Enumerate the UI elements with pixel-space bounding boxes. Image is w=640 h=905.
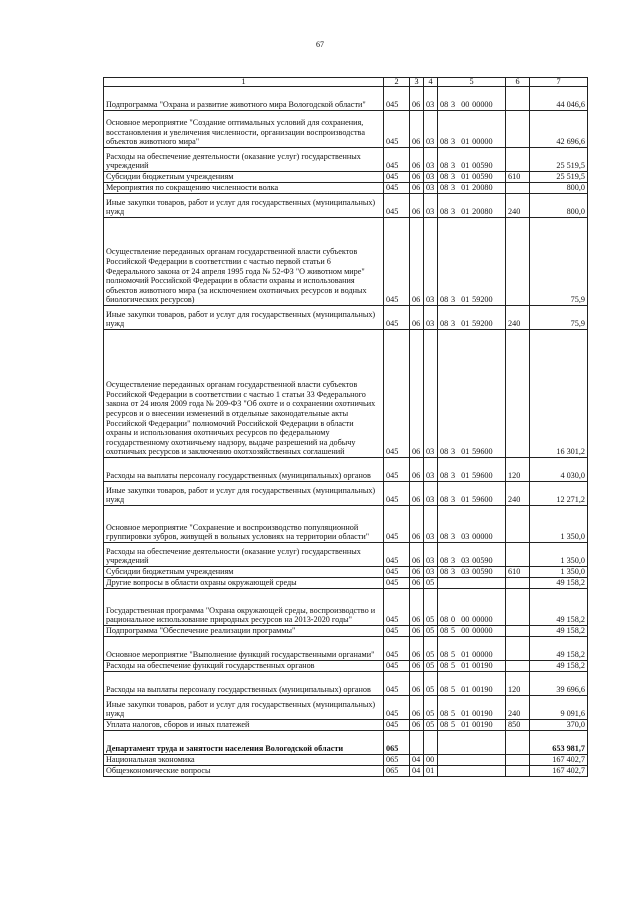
target-article-part: 3 bbox=[451, 207, 456, 217]
col-admin-code: 045 bbox=[384, 637, 410, 661]
page-number: 67 bbox=[316, 40, 324, 49]
col-target-article bbox=[438, 661, 506, 672]
table-row bbox=[104, 506, 588, 543]
target-article-part: 3 bbox=[451, 567, 456, 577]
col-subsection-code: 03 bbox=[424, 543, 438, 567]
row-name: Департамент труда и занятости населения Вологодской области bbox=[104, 731, 384, 755]
target-article-part: 00 bbox=[461, 615, 470, 625]
col-amount: 49 158,2 bbox=[530, 578, 588, 589]
col-amount: 4 030,0 bbox=[530, 458, 588, 482]
col-subsection-code: 03 bbox=[424, 194, 438, 218]
target-article-part: 00590 bbox=[472, 567, 493, 577]
col-section-code: 06 bbox=[410, 637, 424, 661]
target-article-part: 01 bbox=[461, 471, 470, 481]
col-target-article bbox=[438, 626, 506, 637]
col-admin-code: 045 bbox=[384, 194, 410, 218]
row-name: Основное мероприятие "Создание оптимальных условий для сохранения, восстановления и увеличения численности, организации воспроизводства объектов животного мира" bbox=[104, 111, 384, 148]
col-expense-type bbox=[506, 766, 530, 777]
table-row bbox=[104, 589, 588, 626]
col-subsection-code: 03 bbox=[424, 148, 438, 172]
target-article-part: 00190 bbox=[472, 685, 493, 695]
col-section-code: 06 bbox=[410, 172, 424, 183]
col-expense-type bbox=[506, 637, 530, 661]
col-admin-code: 045 bbox=[384, 148, 410, 172]
target-article-part: 59200 bbox=[472, 295, 493, 305]
table-row bbox=[104, 172, 588, 183]
col-section-code: 06 bbox=[410, 661, 424, 672]
target-article-part: 01 bbox=[461, 172, 470, 182]
row-name: Подпрограмма "Обеспечение реализации программы" bbox=[104, 626, 384, 637]
col-subsection-code: 05 bbox=[424, 626, 438, 637]
col-target-article bbox=[438, 578, 506, 589]
col-amount: 49 158,2 bbox=[530, 589, 588, 626]
col-amount: 370,0 bbox=[530, 720, 588, 731]
row-name: Расходы на выплаты персоналу государственных (муниципальных) органов bbox=[104, 672, 384, 696]
col-amount: 167 402,7 bbox=[530, 755, 588, 766]
col-amount: 42 696,6 bbox=[530, 111, 588, 148]
table-row bbox=[104, 194, 588, 218]
row-name: Расходы на обеспечение функций государственных органов bbox=[104, 661, 384, 672]
col-section-code: 06 bbox=[410, 148, 424, 172]
target-article-part: 08 bbox=[440, 447, 449, 457]
target-article-part: 3 bbox=[451, 295, 456, 305]
target-article-part: 01 bbox=[461, 447, 470, 457]
col-admin-code: 045 bbox=[384, 543, 410, 567]
target-article-part: 08 bbox=[440, 172, 449, 182]
target-article-part: 3 bbox=[451, 532, 456, 542]
target-article-part: 00 bbox=[461, 100, 470, 110]
col-section-code: 06 bbox=[410, 482, 424, 506]
col-admin-code: 065 bbox=[384, 731, 410, 755]
row-name: Расходы на обеспечение деятельности (оказание услуг) государственных учреждений bbox=[104, 543, 384, 567]
col-amount: 49 158,2 bbox=[530, 637, 588, 661]
col-admin-code: 045 bbox=[384, 218, 410, 306]
col-subsection-code: 03 bbox=[424, 482, 438, 506]
col-expense-type bbox=[506, 589, 530, 626]
target-article-part: 3 bbox=[451, 183, 456, 193]
target-article-part: 01 bbox=[461, 161, 470, 171]
table-row bbox=[104, 111, 588, 148]
target-article-part: 3 bbox=[451, 161, 456, 171]
col-expense-type: 240 bbox=[506, 696, 530, 720]
col-section-code: 06 bbox=[410, 87, 424, 111]
target-article-part: 00000 bbox=[472, 137, 493, 147]
target-article-part: 03 bbox=[461, 556, 470, 566]
target-article-part: 03 bbox=[461, 532, 470, 542]
col-amount: 1 350,0 bbox=[530, 506, 588, 543]
target-article-part: 01 bbox=[461, 709, 470, 719]
table-row bbox=[104, 637, 588, 661]
col-subsection-code: 03 bbox=[424, 330, 438, 458]
table-row bbox=[104, 661, 588, 672]
col-amount: 75,9 bbox=[530, 218, 588, 306]
header-cell: 6 bbox=[506, 78, 530, 87]
row-name: Национальная экономика bbox=[104, 755, 384, 766]
col-section-code: 06 bbox=[410, 218, 424, 306]
target-article-part: 00000 bbox=[472, 626, 493, 636]
col-amount: 12 271,2 bbox=[530, 482, 588, 506]
col-amount: 800,0 bbox=[530, 183, 588, 194]
col-amount: 49 158,2 bbox=[530, 661, 588, 672]
table-row bbox=[104, 731, 588, 755]
target-article-part: 59600 bbox=[472, 495, 493, 505]
table-row bbox=[104, 626, 588, 637]
target-article-part: 3 bbox=[451, 447, 456, 457]
col-subsection-code: 03 bbox=[424, 111, 438, 148]
table-row bbox=[104, 578, 588, 589]
budget-table bbox=[103, 77, 588, 777]
col-section-code: 06 bbox=[410, 458, 424, 482]
col-target-article bbox=[438, 696, 506, 720]
table-row bbox=[104, 720, 588, 731]
col-target-article bbox=[438, 543, 506, 567]
target-article-part: 00000 bbox=[472, 650, 493, 660]
col-amount: 167 402,7 bbox=[530, 766, 588, 777]
col-subsection-code: 03 bbox=[424, 567, 438, 578]
col-admin-code: 045 bbox=[384, 672, 410, 696]
col-subsection-code: 03 bbox=[424, 306, 438, 330]
col-amount: 25 519,5 bbox=[530, 172, 588, 183]
table-row bbox=[104, 672, 588, 696]
col-section-code: 06 bbox=[410, 589, 424, 626]
table-row bbox=[104, 458, 588, 482]
col-subsection-code: 05 bbox=[424, 720, 438, 731]
target-article-part: 08 bbox=[440, 137, 449, 147]
col-expense-type bbox=[506, 87, 530, 111]
row-name: Другие вопросы в области охраны окружающей среды bbox=[104, 578, 384, 589]
col-section-code: 04 bbox=[410, 766, 424, 777]
col-amount: 653 981,7 bbox=[530, 731, 588, 755]
col-subsection-code: 03 bbox=[424, 218, 438, 306]
col-admin-code: 045 bbox=[384, 111, 410, 148]
col-section-code: 06 bbox=[410, 626, 424, 637]
header-cell: 2 bbox=[384, 78, 410, 87]
col-expense-type bbox=[506, 111, 530, 148]
table-row bbox=[104, 306, 588, 330]
table-row bbox=[104, 696, 588, 720]
target-article-part: 00190 bbox=[472, 709, 493, 719]
col-target-article bbox=[438, 731, 506, 755]
target-article-part: 08 bbox=[440, 183, 449, 193]
col-admin-code: 045 bbox=[384, 578, 410, 589]
col-admin-code: 045 bbox=[384, 696, 410, 720]
row-name: Субсидии бюджетным учреждениям bbox=[104, 567, 384, 578]
row-name: Иные закупки товаров, работ и услуг для государственных (муниципальных) нужд bbox=[104, 696, 384, 720]
target-article-part: 01 bbox=[461, 720, 470, 730]
target-article-part: 08 bbox=[440, 471, 449, 481]
row-name: Субсидии бюджетным учреждениям bbox=[104, 172, 384, 183]
target-article-part: 08 bbox=[440, 532, 449, 542]
target-article-part: 00590 bbox=[472, 172, 493, 182]
row-name: Общеэкономические вопросы bbox=[104, 766, 384, 777]
target-article-part: 00190 bbox=[472, 720, 493, 730]
target-article-part: 08 bbox=[440, 556, 449, 566]
target-article-part: 08 bbox=[440, 495, 449, 505]
col-amount: 9 091,6 bbox=[530, 696, 588, 720]
col-admin-code: 045 bbox=[384, 567, 410, 578]
col-subsection-code: 05 bbox=[424, 672, 438, 696]
row-name: Осуществление переданных органам государственной власти субъектов Российской Федерации в соответствии с частью первой статьи 6 Федерального закона от 24 апреля 1995 года № 52-ФЗ "О животном мире" полномочий Российской Федерации в области охраны и использования объектов животного мира (за исключением охотничьих ресурсов и водных биологических ресурсов) bbox=[104, 218, 384, 306]
table-header-row bbox=[104, 78, 588, 87]
table-row bbox=[104, 87, 588, 111]
col-section-code: 06 bbox=[410, 111, 424, 148]
col-amount: 25 519,5 bbox=[530, 148, 588, 172]
target-article-part: 5 bbox=[451, 626, 456, 636]
col-expense-type bbox=[506, 148, 530, 172]
target-article-part: 08 bbox=[440, 615, 449, 625]
table-row bbox=[104, 148, 588, 172]
col-target-article bbox=[438, 183, 506, 194]
col-admin-code: 045 bbox=[384, 458, 410, 482]
col-target-article bbox=[438, 482, 506, 506]
col-expense-type: 850 bbox=[506, 720, 530, 731]
table-row bbox=[104, 218, 588, 306]
col-admin-code: 045 bbox=[384, 87, 410, 111]
col-target-article bbox=[438, 458, 506, 482]
target-article-part: 01 bbox=[461, 207, 470, 217]
target-article-part: 5 bbox=[451, 720, 456, 730]
col-amount: 75,9 bbox=[530, 306, 588, 330]
target-article-part: 3 bbox=[451, 556, 456, 566]
col-target-article bbox=[438, 506, 506, 543]
target-article-part: 08 bbox=[440, 161, 449, 171]
col-subsection-code bbox=[424, 731, 438, 755]
col-admin-code: 045 bbox=[384, 589, 410, 626]
target-article-part: 3 bbox=[451, 172, 456, 182]
col-subsection-code: 03 bbox=[424, 172, 438, 183]
col-target-article bbox=[438, 589, 506, 626]
table-row bbox=[104, 755, 588, 766]
target-article-part: 01 bbox=[461, 295, 470, 305]
row-name: Основное мероприятие "Выполнение функций государственными органами" bbox=[104, 637, 384, 661]
col-expense-type bbox=[506, 578, 530, 589]
col-section-code: 04 bbox=[410, 755, 424, 766]
row-name: Расходы на выплаты персоналу государственных (муниципальных) органов bbox=[104, 458, 384, 482]
target-article-part: 08 bbox=[440, 709, 449, 719]
col-expense-type: 240 bbox=[506, 306, 530, 330]
target-article-part: 5 bbox=[451, 685, 456, 695]
table-row bbox=[104, 567, 588, 578]
col-expense-type bbox=[506, 183, 530, 194]
target-article-part: 59600 bbox=[472, 471, 493, 481]
col-target-article bbox=[438, 194, 506, 218]
col-amount: 39 696,6 bbox=[530, 672, 588, 696]
target-article-part: 01 bbox=[461, 650, 470, 660]
col-amount: 1 350,0 bbox=[530, 543, 588, 567]
col-section-code: 06 bbox=[410, 672, 424, 696]
col-admin-code: 045 bbox=[384, 330, 410, 458]
col-target-article bbox=[438, 172, 506, 183]
target-article-part: 59200 bbox=[472, 319, 493, 329]
col-target-article bbox=[438, 755, 506, 766]
target-article-part: 01 bbox=[461, 319, 470, 329]
col-section-code: 06 bbox=[410, 306, 424, 330]
col-section-code: 06 bbox=[410, 330, 424, 458]
col-expense-type bbox=[506, 330, 530, 458]
header-cell: 1 bbox=[104, 78, 384, 87]
col-expense-type: 120 bbox=[506, 672, 530, 696]
col-admin-code: 045 bbox=[384, 482, 410, 506]
table-row bbox=[104, 766, 588, 777]
col-amount: 1 350,0 bbox=[530, 567, 588, 578]
col-admin-code: 045 bbox=[384, 506, 410, 543]
col-section-code: 06 bbox=[410, 578, 424, 589]
col-target-article bbox=[438, 218, 506, 306]
col-subsection-code: 05 bbox=[424, 696, 438, 720]
col-admin-code: 045 bbox=[384, 172, 410, 183]
header-cell: 5 bbox=[438, 78, 506, 87]
table-row bbox=[104, 183, 588, 194]
col-section-code: 06 bbox=[410, 567, 424, 578]
row-name: Основное мероприятие "Сохранение и воспроизводство популяционной группировки зубров, живущей в вольных условиях на территории области" bbox=[104, 506, 384, 543]
col-admin-code: 065 bbox=[384, 766, 410, 777]
target-article-part: 08 bbox=[440, 650, 449, 660]
col-expense-type bbox=[506, 755, 530, 766]
col-subsection-code: 03 bbox=[424, 506, 438, 543]
target-article-part: 08 bbox=[440, 319, 449, 329]
row-name: Мероприятия по сокращению численности волка bbox=[104, 183, 384, 194]
target-article-part: 00000 bbox=[472, 100, 493, 110]
target-article-part: 08 bbox=[440, 567, 449, 577]
col-target-article bbox=[438, 567, 506, 578]
col-subsection-code: 03 bbox=[424, 458, 438, 482]
col-expense-type: 610 bbox=[506, 567, 530, 578]
col-amount: 44 046,6 bbox=[530, 87, 588, 111]
col-subsection-code: 05 bbox=[424, 661, 438, 672]
col-admin-code: 065 bbox=[384, 755, 410, 766]
row-name: Уплата налогов, сборов и иных платежей bbox=[104, 720, 384, 731]
col-admin-code: 045 bbox=[384, 306, 410, 330]
col-expense-type bbox=[506, 506, 530, 543]
col-section-code: 06 bbox=[410, 543, 424, 567]
header-cell: 4 bbox=[424, 78, 438, 87]
target-article-part: 01 bbox=[461, 137, 470, 147]
target-article-part: 20080 bbox=[472, 207, 493, 217]
col-subsection-code: 05 bbox=[424, 589, 438, 626]
target-article-part: 00000 bbox=[472, 615, 493, 625]
row-name: Иные закупки товаров, работ и услуг для государственных (муниципальных) нужд bbox=[104, 194, 384, 218]
col-target-article bbox=[438, 766, 506, 777]
col-expense-type: 610 bbox=[506, 172, 530, 183]
col-subsection-code: 05 bbox=[424, 578, 438, 589]
row-name: Осуществление переданных органам государственной власти субъектов Российской Федерации в соответствии с частью 1 статьи 33 Федерального закона от 24 июля 2009 года № 209-ФЗ "Об охоте и о сохранении охотничьих ресурсов и о внесении изменений в отдельные законодательные акты Российской Федерации" полномочий Российской Федерации в области охраны и использования охотничьих ресурсов по федеральному государственному охотничьему надзору, выдаче разрешений на добычу охотничьих ресурсов и заключению охотхозяйственных соглашений bbox=[104, 330, 384, 458]
row-name: Государственная программа "Охрана окружающей среды, воспроизводство и рациональное использование природных ресурсов на 2013-2020 годы" bbox=[104, 589, 384, 626]
col-target-article bbox=[438, 87, 506, 111]
col-admin-code: 045 bbox=[384, 626, 410, 637]
target-article-part: 3 bbox=[451, 137, 456, 147]
header-cell: 3 bbox=[410, 78, 424, 87]
target-article-part: 00590 bbox=[472, 556, 493, 566]
target-article-part: 5 bbox=[451, 650, 456, 660]
col-section-code bbox=[410, 731, 424, 755]
target-article-part: 00 bbox=[461, 626, 470, 636]
col-expense-type: 120 bbox=[506, 458, 530, 482]
col-subsection-code: 03 bbox=[424, 87, 438, 111]
col-target-article bbox=[438, 306, 506, 330]
col-target-article bbox=[438, 637, 506, 661]
target-article-part: 01 bbox=[461, 495, 470, 505]
col-admin-code: 045 bbox=[384, 661, 410, 672]
header-cell: 7 bbox=[530, 78, 588, 87]
target-article-part: 01 bbox=[461, 183, 470, 193]
target-article-part: 08 bbox=[440, 100, 449, 110]
target-article-part: 0 bbox=[451, 615, 456, 625]
col-expense-type bbox=[506, 661, 530, 672]
target-article-part: 3 bbox=[451, 495, 456, 505]
col-subsection-code: 01 bbox=[424, 766, 438, 777]
col-admin-code: 045 bbox=[384, 183, 410, 194]
target-article-part: 00590 bbox=[472, 161, 493, 171]
target-article-part: 00000 bbox=[472, 532, 493, 542]
col-section-code: 06 bbox=[410, 194, 424, 218]
target-article-part: 3 bbox=[451, 471, 456, 481]
target-article-part: 5 bbox=[451, 709, 456, 719]
target-article-part: 08 bbox=[440, 720, 449, 730]
col-expense-type bbox=[506, 626, 530, 637]
col-amount: 16 301,2 bbox=[530, 330, 588, 458]
row-name: Иные закупки товаров, работ и услуг для государственных (муниципальных) нужд bbox=[104, 482, 384, 506]
target-article-part: 3 bbox=[451, 319, 456, 329]
target-article-part: 08 bbox=[440, 661, 449, 671]
table-row bbox=[104, 543, 588, 567]
target-article-part: 03 bbox=[461, 567, 470, 577]
target-article-part: 08 bbox=[440, 626, 449, 636]
col-expense-type bbox=[506, 218, 530, 306]
col-target-article bbox=[438, 148, 506, 172]
col-section-code: 06 bbox=[410, 506, 424, 543]
table-row bbox=[104, 482, 588, 506]
col-subsection-code: 05 bbox=[424, 637, 438, 661]
col-target-article bbox=[438, 720, 506, 731]
col-subsection-code: 03 bbox=[424, 183, 438, 194]
target-article-part: 01 bbox=[461, 661, 470, 671]
row-name: Иные закупки товаров, работ и услуг для государственных (муниципальных) нужд bbox=[104, 306, 384, 330]
col-target-article bbox=[438, 672, 506, 696]
target-article-part: 3 bbox=[451, 100, 456, 110]
col-expense-type: 240 bbox=[506, 482, 530, 506]
target-article-part: 08 bbox=[440, 207, 449, 217]
row-name: Подпрограмма "Охрана и развитие животного мира Вологодской области" bbox=[104, 87, 384, 111]
target-article-part: 59600 bbox=[472, 447, 493, 457]
col-admin-code: 045 bbox=[384, 720, 410, 731]
col-section-code: 06 bbox=[410, 696, 424, 720]
col-amount: 49 158,2 bbox=[530, 626, 588, 637]
col-section-code: 06 bbox=[410, 720, 424, 731]
target-article-part: 01 bbox=[461, 685, 470, 695]
target-article-part: 00190 bbox=[472, 661, 493, 671]
target-article-part: 08 bbox=[440, 295, 449, 305]
target-article-part: 5 bbox=[451, 661, 456, 671]
col-target-article bbox=[438, 111, 506, 148]
col-amount: 800,0 bbox=[530, 194, 588, 218]
col-section-code: 06 bbox=[410, 183, 424, 194]
col-subsection-code: 00 bbox=[424, 755, 438, 766]
target-article-part: 20080 bbox=[472, 183, 493, 193]
col-target-article bbox=[438, 330, 506, 458]
table-row bbox=[104, 330, 588, 458]
target-article-part: 08 bbox=[440, 685, 449, 695]
col-expense-type bbox=[506, 543, 530, 567]
col-expense-type bbox=[506, 731, 530, 755]
col-expense-type: 240 bbox=[506, 194, 530, 218]
row-name: Расходы на обеспечение деятельности (оказание услуг) государственных учреждений bbox=[104, 148, 384, 172]
